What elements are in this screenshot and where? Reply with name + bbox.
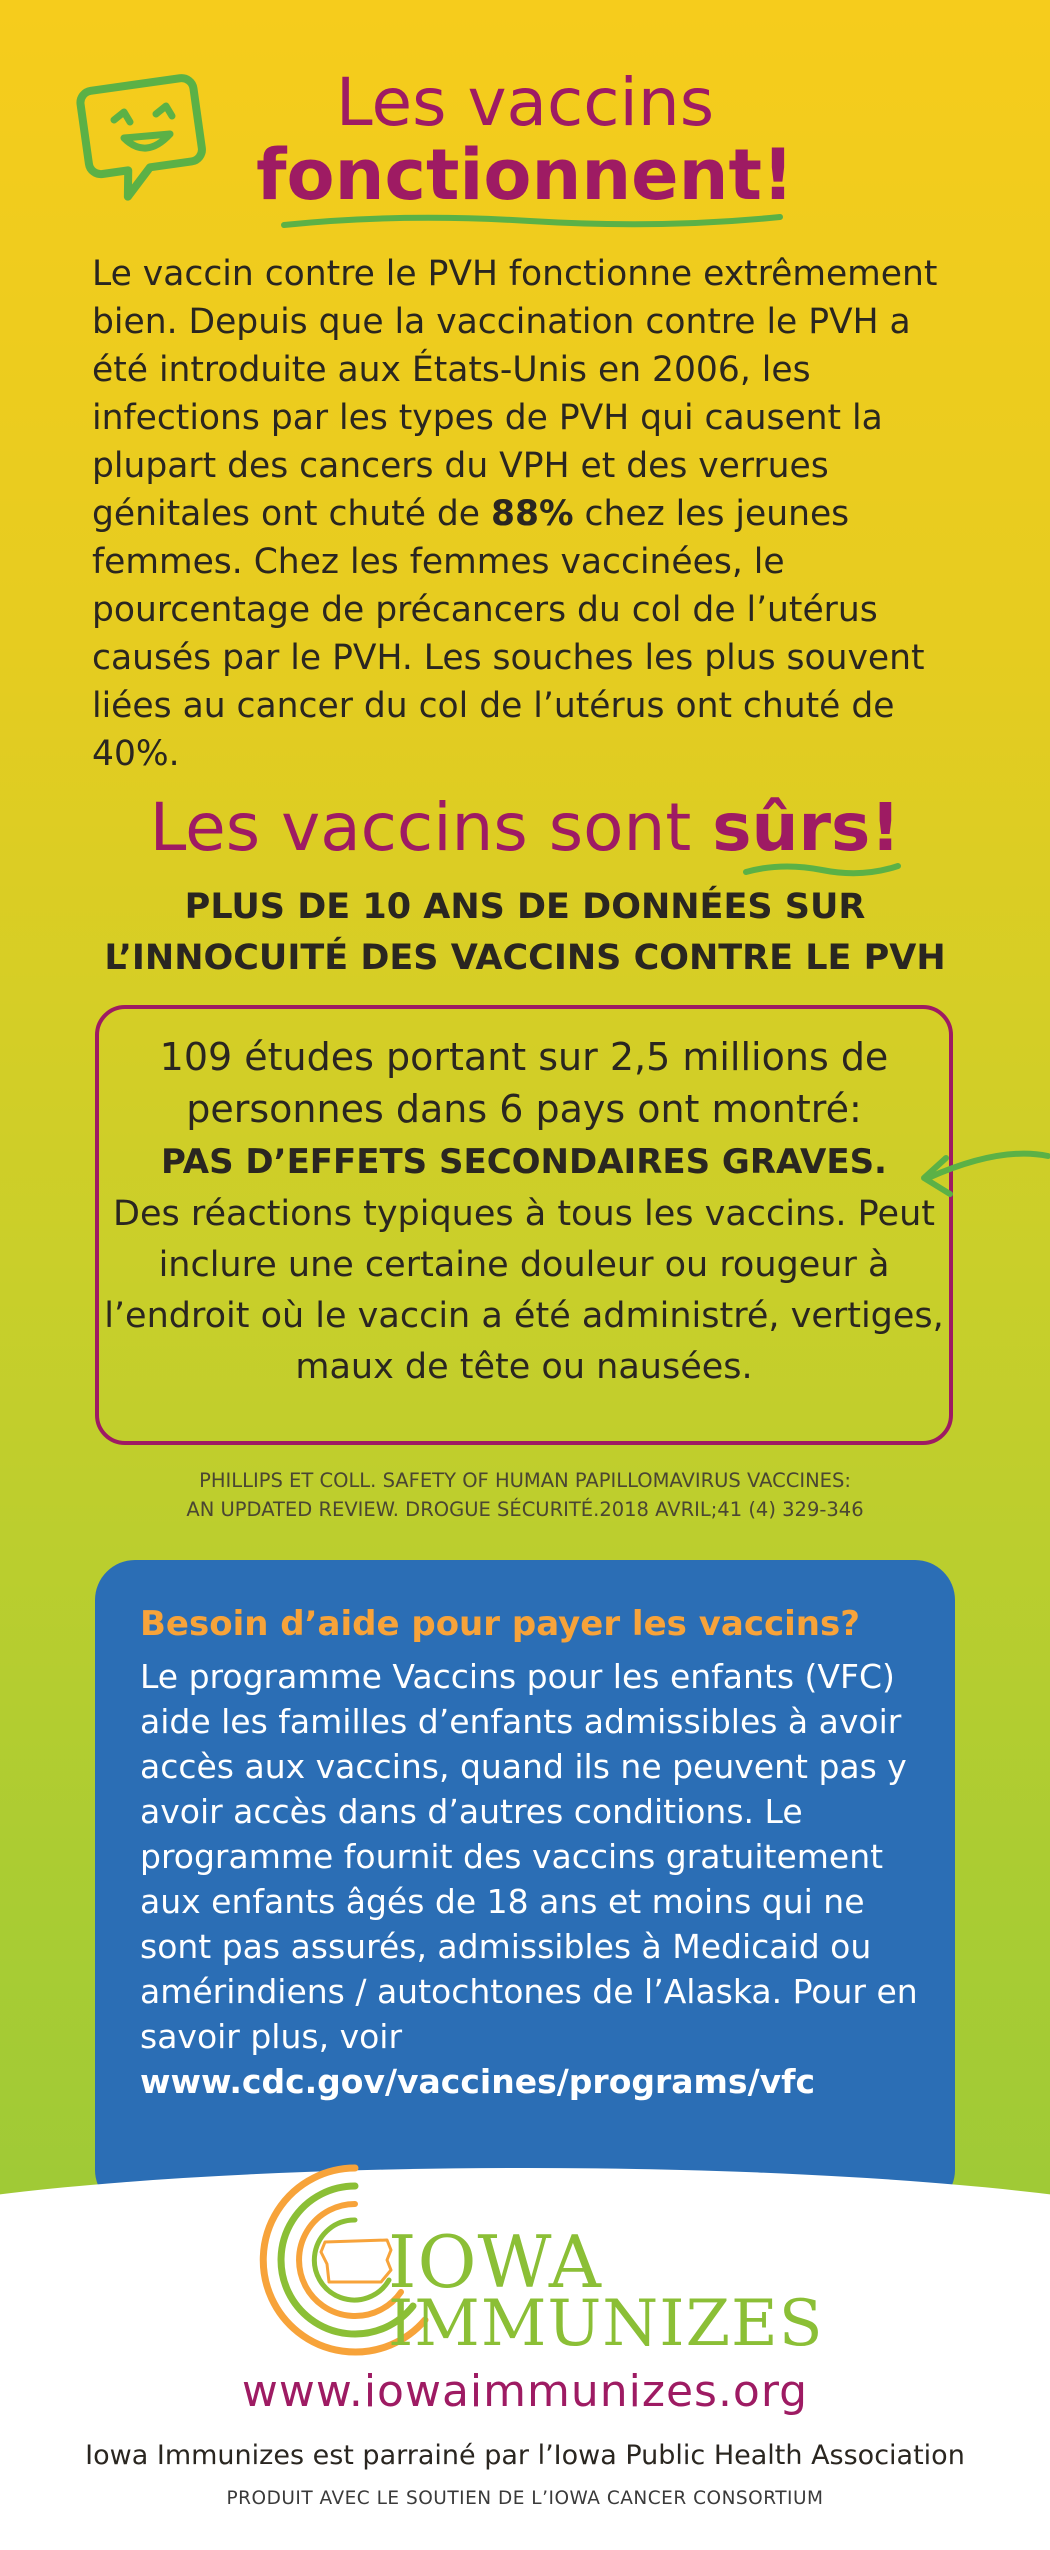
reactions-text: Des réactions typiques à tous les vaccins. Peut inclure une certaine douleur ou rougeur à l’endroit où le vaccin a été administré, vertiges, maux de tête ou nausées.: [104, 1194, 944, 1387]
safety-box: [95, 1005, 953, 1445]
title-line-2: fonctionnent!: [256, 134, 794, 216]
no-effects-text: PAS D’EFFETS SECONDAIRES GRAVES.: [161, 1142, 887, 1182]
squiggle-underline: [742, 858, 902, 882]
studies-text: 109 études portant sur 2,5 millions de personnes dans 6 pays ont montré:: [159, 1035, 889, 1131]
curved-arrow-icon: [910, 1138, 1050, 1208]
stat-highlight: 88%: [490, 494, 574, 534]
sponsor-text: Iowa Immunizes est parrainé par l’Iowa Public Health Association: [85, 2440, 965, 2471]
vfc-help-title: Besoin d’aide pour payer les vaccins?: [140, 1604, 860, 1644]
squiggle-underline: [280, 205, 785, 235]
logo-text-iowa: IOWA: [388, 2220, 602, 2304]
vfc-help-box: [95, 1560, 955, 2210]
vfc-help-text: Le programme Vaccins pour les enfants (VFC) aide les familles d’enfants admissibles à avoir accès aux vaccins, quand ils ne peuvent pas y avoir accès dans d’autres conditions. Le programme fournit des vaccins gratuitement aux enfants âgés de 18 ans et moins qui ne sont pas assurés, admissibles à Medicaid ou amérindiens / autochtones de l’Alaska. Pour en savoir plus, voir www.cdc.gov/vaccines/programs/vfc: [140, 1657, 918, 2101]
produced-text: PRODUIT AVEC LE SOUTIEN DE L’IOWA CANCER CONSORTIUM: [226, 2488, 824, 2509]
title-line-1: Les vaccins: [335, 64, 715, 141]
logo-text-immunizes: IMMUNIZES: [388, 2287, 824, 2361]
website-link[interactable]: www.iowaimmunizes.org: [241, 2366, 809, 2417]
safety-title-emphasis: sûrs!: [712, 789, 901, 866]
safety-subhead: PLUS DE 10 ANS DE DONNÉES SUR L’INNOCUITÉ DES VACCINS CONTRE LE PVH: [104, 887, 946, 978]
intro-paragraph: Le vaccin contre le PVH fonctionne extrêmement bien. Depuis que la vaccination contre le PVH a été introduite aux États-Unis en 2006, les infections par les types de PVH qui causent la plupart des cancers du VPH et des verrues génitales ont chuté de 88% chez les jeunes femmes. Chez les femmes vaccinées, le pourcentage de précancers du col de l’utérus causés par le PVH. Les souches les plus souvent liées au cancer du col de l’utérus ont chuté de 40%.: [92, 254, 938, 774]
vfc-link[interactable]: www.cdc.gov/vaccines/programs/vfc: [140, 2062, 816, 2101]
citation: PHILLIPS ET COLL. SAFETY OF HUMAN PAPILLOMAVIRUS VACCINES: AN UPDATED REVIEW. DROGUE SÉCURITÉ.2018 AVRIL;41 (4) 329-346: [186, 1469, 864, 1521]
safety-title: Les vaccins sont sûrs!: [149, 789, 901, 866]
